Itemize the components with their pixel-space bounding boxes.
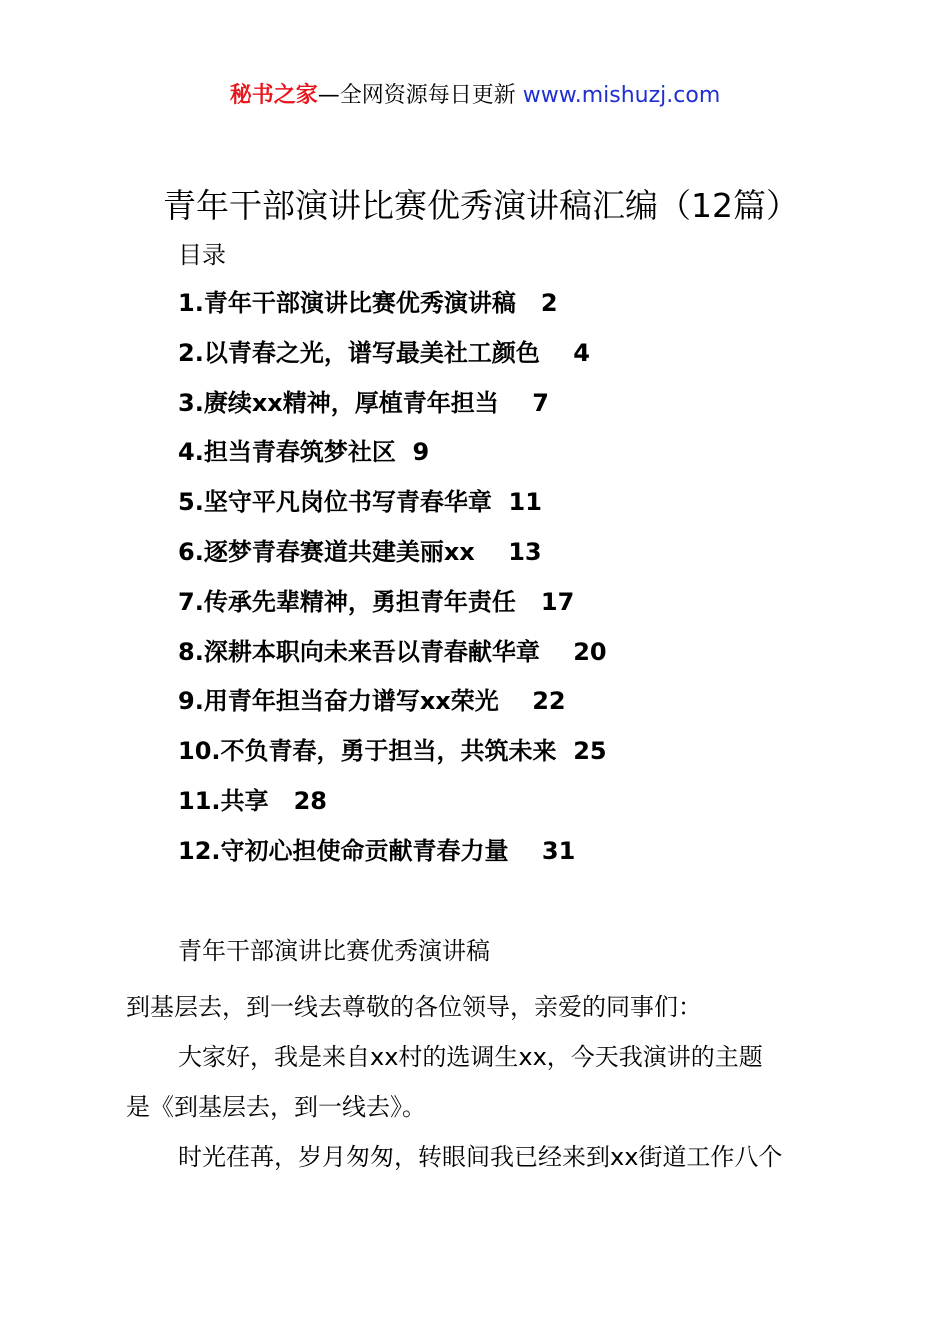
toc-item: 2.以青春之光，谱写最美社工颜色 4 <box>178 338 590 367</box>
body-paragraph: 是《到基层去，到一线去》。 <box>126 1093 426 1121</box>
body-paragraph: 到基层去，到一线去尊敬的各位领导，亲爱的同事们： <box>126 993 702 1021</box>
banner-slogan: —全网资源每日更新 <box>317 83 523 108</box>
toc-item: 7.传承先辈精神，勇担青年责任 17 <box>178 587 575 616</box>
document-title: 青年干部演讲比赛优秀演讲稿汇编（12篇） <box>163 186 799 225</box>
brand-name: 秘书之家 <box>229 83 318 108</box>
toc-item: 10.不负青春，勇于担当，共筑未来 25 <box>178 737 607 766</box>
body-paragraph: 时光荏苒，岁月匆匆，转眼间我已经来到xx街道工作八个 <box>178 1143 783 1171</box>
section-title: 青年干部演讲比赛优秀演讲稿 <box>178 937 490 965</box>
body-paragraph: 大家好，我是来自xx村的选调生xx，今天我演讲的主题 <box>178 1043 763 1071</box>
body-text <box>126 982 836 1182</box>
toc-item: 3.赓续xx精神，厚植青年担当 7 <box>178 388 549 417</box>
toc-heading: 目录 <box>178 241 226 269</box>
toc-item: 6.逐梦青春赛道共建美丽xx 13 <box>178 537 542 566</box>
toc-item: 12.守初心担使命贡献青春力量 31 <box>178 836 576 865</box>
toc-item: 11.共享 28 <box>178 786 327 815</box>
site-url[interactable]: www.mishuzj.com <box>522 83 721 108</box>
toc-item: 8.深耕本职向未来吾以青春献华章 20 <box>178 637 607 666</box>
toc-item: 9.用青年担当奋力谱写xx荣光 22 <box>178 687 566 716</box>
table-of-contents <box>178 286 607 884</box>
site-banner <box>0 80 950 112</box>
toc-item: 4.担当青春筑梦社区 9 <box>178 438 430 467</box>
toc-item: 1.青年干部演讲比赛优秀演讲稿 2 <box>178 289 558 317</box>
toc-item: 5.坚守平凡岗位书写青春华章 11 <box>178 488 542 517</box>
